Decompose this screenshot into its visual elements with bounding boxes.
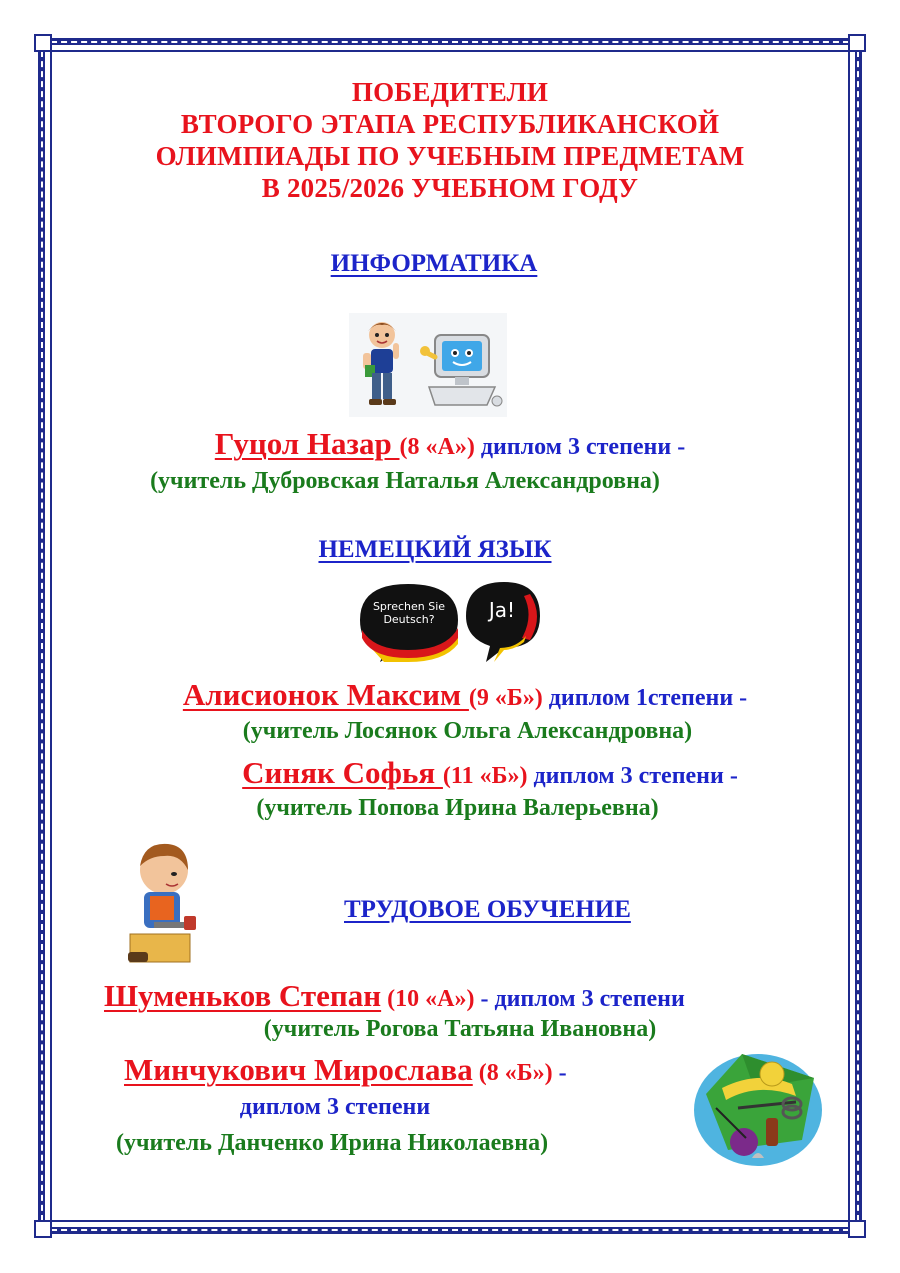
section-labor (344, 896, 631, 924)
winner-award: диплом 3 степени - (474, 434, 686, 460)
winner-teacher: (учитель Попова Ирина Валерьевна) (256, 795, 659, 821)
winner-award-line: диплом 3 степени (239, 1094, 431, 1120)
winner-entry (60, 677, 870, 713)
title-line: ОЛИМПИАДЫ ПО УЧЕБНЫМ ПРЕДМЕТАМ (155, 141, 745, 171)
winner-entry (60, 755, 900, 791)
winner-entry (60, 426, 840, 462)
border-corner (848, 1220, 866, 1238)
winner-award: диплом 3 степени - (527, 763, 738, 789)
winner-teacher: (учитель Рогова Татьяна Ивановна) (263, 1016, 657, 1042)
winner-name: Синяк Софья (242, 755, 443, 790)
boy-carpenter-icon (124, 840, 202, 966)
informatics-illustration (349, 313, 507, 417)
winner-award: - диплом 3 степени (474, 986, 685, 1012)
labor-illustration (124, 840, 202, 966)
winner-name: Алисионок Максим (182, 677, 469, 712)
winner-class: (10 «А») (381, 986, 475, 1012)
border-corner (34, 1220, 52, 1238)
winner-name: Минчукович Мирослава (124, 1052, 473, 1087)
border-corner (34, 34, 52, 52)
winner-entry (124, 1052, 567, 1088)
winner-teacher: (учитель Дубровская Наталья Александровна) (150, 468, 660, 494)
boy-computer-icon (349, 313, 507, 417)
bubble-left-text: Sprechen Sie Deutsch? (372, 600, 446, 626)
winner-award: диплом 1степени - (542, 685, 748, 711)
winner-class: (8 «Б») (472, 1060, 553, 1086)
section-title: НЕМЕЦКИЙ ЯЗЫК (318, 536, 552, 563)
winner-class: (8 «А») (399, 434, 475, 460)
title-line: ПОБЕДИТЕЛИ (351, 77, 549, 107)
winner-entry (104, 978, 685, 1014)
sewing-illustration (692, 1048, 824, 1168)
winner-class: (11 «Б») (442, 763, 528, 789)
bubble-right-text: Ja! (488, 598, 516, 622)
winner-name: Гуцол Назар (214, 426, 400, 461)
section-title: ТРУДОВОЕ ОБУЧЕНИЕ (344, 896, 631, 923)
title-line: В 2025/2026 УЧЕБНОМ ГОДУ (261, 173, 639, 203)
winner-teacher: (учитель Данченко Ирина Николаевна) (116, 1130, 549, 1156)
sewing-kit-icon (692, 1048, 824, 1168)
winner-class: (9 «Б») (468, 685, 543, 711)
border-corner (848, 34, 866, 52)
title-line: ВТОРОГО ЭТАПА РЕСПУБЛИКАНСКОЙ (180, 109, 720, 139)
winner-name: Шуменьков Степан (104, 978, 382, 1013)
page-title (60, 76, 840, 204)
winner-teacher: (учитель Лосянок Ольга Александровна) (242, 718, 693, 744)
winner-award: - (552, 1060, 567, 1086)
section-informatics (60, 250, 808, 278)
section-german (60, 536, 810, 564)
section-title: ИНФОРМАТИКА (330, 250, 538, 277)
german-illustration (354, 578, 544, 664)
